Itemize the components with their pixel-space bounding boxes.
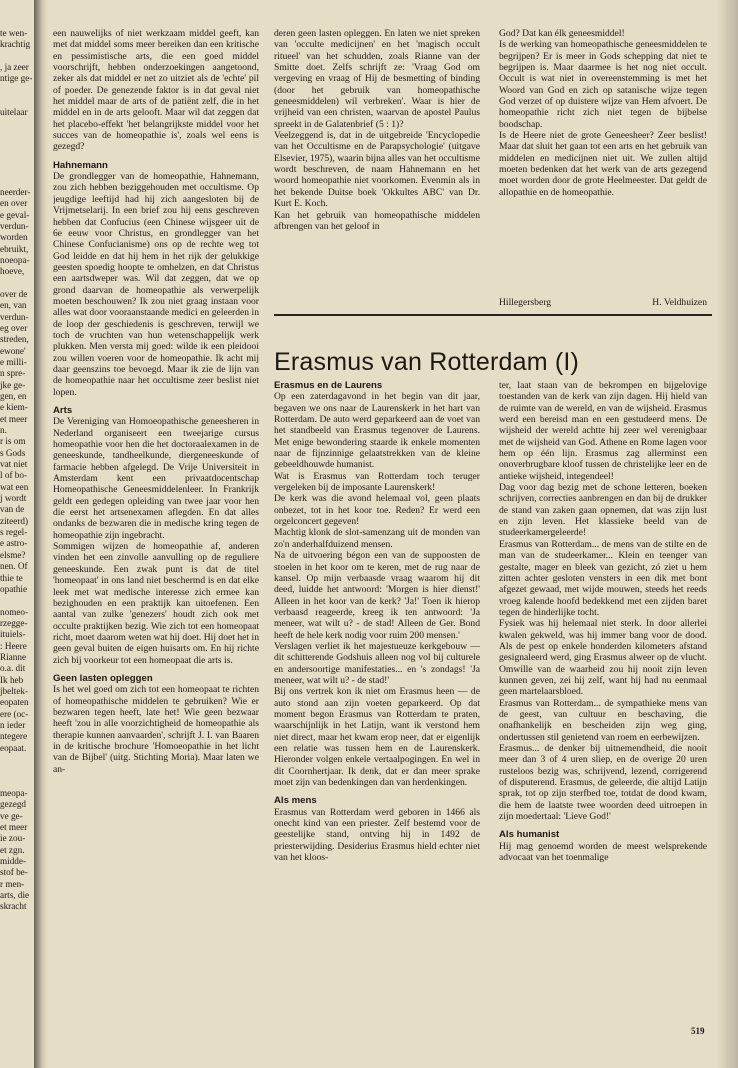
paragraph: e milli- — [0, 356, 27, 367]
paragraph: arts, die — [0, 890, 30, 901]
paragraph — [0, 765, 32, 776]
paragraph: Erasmus... de denker bij uitnemendheid, die nooit meer dan 3 of 4 uren sliep, en de overige 20 uren rusteloos bezig was, schrijvend, lezend, corrigerend of disputerend. Erasmus, de geleerde, die altijd Latijn sprak, tot op zijn sterfbed toe, totdat de dood kwam, die hem de laatste twee woorden deed uitroepen in zijn moedertaal: 'Lieve God!' — [499, 743, 707, 823]
paragraph: elsme? — [0, 549, 26, 560]
paragraph: gen, en — [0, 391, 27, 401]
paragraph: s Gods — [0, 447, 26, 458]
hahnemann-text — [53, 171, 259, 398]
paragraph: ziteerd) — [0, 515, 29, 526]
col-a-text — [53, 28, 259, 153]
als-mens-text — [274, 807, 480, 864]
paragraph: ntegere — [0, 731, 28, 742]
geen-lasten-text — [53, 684, 259, 775]
paragraph: deren geen lasten opleggen. En laten we niet spreken van 'occulte medicijnen' en het 'magisch occult ritueel' van het schudden, zoals Rianne van der Smitte doet. Zelfs schrijft ze: 'Vraag God om vergeving en vraag of Hij de besmetting of binding (door het gebruik van homeopathische geneesmiddelen) wil verbreken'. Waar is hier de vrijheid van een christen, waarvan de apostel Paulus spreekt in de Galatenbrief (5 : 1)? — [274, 28, 480, 130]
paragraph: en, van — [0, 300, 27, 311]
paragraph: God? Dat kan élk geneesmiddel! — [499, 28, 625, 39]
paragraph: et meer — [0, 822, 28, 833]
paragraph: jbeltek- — [0, 685, 29, 696]
paragraph — [0, 595, 32, 606]
paragraph — [0, 96, 32, 107]
paragraph — [0, 153, 32, 164]
paragraph: et meer — [0, 413, 28, 424]
paragraph — [0, 777, 32, 788]
paragraph: ntige ge- — [0, 73, 32, 84]
humanist-text — [499, 841, 707, 864]
paragraph: o.a. dit — [0, 663, 26, 674]
paragraph: vat niet — [0, 459, 28, 470]
paragraph: en over — [0, 198, 28, 209]
paragraph: eopaat. — [0, 742, 27, 753]
paragraph: ituiels- — [0, 629, 26, 640]
paragraph: Dag voor dag bezig met de schone letteren, boeken schrijven, correcties aanbrengen en dan bij de drukker de stand van zaken gaan opnemen, dat was zijn lust en zijn leven. Het klassieke beeld van de studeerkamergeleerde! — [499, 482, 707, 539]
paragraph: verdun- — [0, 220, 29, 231]
paragraph: midde- — [0, 856, 27, 867]
paragraph: neerder- — [0, 186, 31, 197]
paragraph: ie zou- — [0, 833, 26, 844]
heading-hahnemann: Hahnemann — [53, 159, 108, 171]
paragraph: Sommigen wijzen de homeopathie af, anderen vinden het een zinvolle aanvulling op de reguliere geneeskunde. Een zwak punt is dat de titel 'homeopaat' in ons land niet beschermd is en dat elke leek met wat medische interesse zich ermee kan bezighouden en een praktijk kan uitoefenen. Een aantal van zulke 'genezers' houdt zich ook met occulte praktijken bezig. Wie zich tot een homeopaat richt, moet daarom weten wat hij doet. Hij doet het in geen geval buiten de eigen huisarts om. En hij richte zich bij voorkeur tot een homeopaat die arts is. — [53, 541, 259, 666]
paragraph — [0, 164, 32, 175]
paragraph: jke ge- — [0, 379, 26, 390]
paragraph: j wordt — [0, 493, 27, 504]
column-b — [274, 28, 480, 303]
paragraph: verdun- — [0, 311, 29, 322]
paragraph: Erasmus van Rotterdam... de sympathieke mens van de geest, van cultuur en beschaving, die onafhankelijk en bescheiden zijn weg ging, ondertussen stil genietend van roem en eerbewijzen. — [499, 697, 707, 743]
page-number: 519 — [691, 1026, 705, 1036]
column-a — [53, 28, 259, 1043]
heading-als-humanist: Als humanist — [499, 829, 560, 841]
arts-text — [53, 416, 259, 666]
paragraph — [0, 51, 32, 62]
paragraph: van de — [0, 504, 25, 515]
paragraph: rzegge- — [0, 617, 28, 628]
paragraph: e kiem- — [0, 402, 28, 413]
paragraph: wat een — [0, 481, 29, 492]
paragraph: n. — [0, 425, 7, 436]
paragraph: Kan het gebruik van homeopathische middelen afbrengen van het geloof in — [274, 209, 480, 232]
paragraph: Fysiek was hij helemaal niet sterk. In door allerlei kwalen gekweld, was hij immer bang voor de dood. Als de pest op enkele honderden kilometers afstand gesignaleerd werd, ging Erasmus alweer op de vlucht. Omwille van de waarheid zou hij nooit zijn leven kunnen geven, zei hij zelf, want hij had nu eenmaal geen martelaarsbloed. — [499, 618, 707, 698]
paragraph: meopa- — [0, 788, 28, 799]
paragraph: worden — [0, 232, 28, 243]
col-c-text — [499, 28, 707, 198]
paragraph: gezegd — [0, 799, 27, 810]
column-c — [499, 28, 707, 293]
paragraph: e astro- — [0, 538, 28, 549]
paragraph: eopaten — [0, 697, 29, 708]
paragraph: De kerk was die avond helemaal vol, geen plaats onbezet, tot in het koor toe. Reden? Er werd een orgelconcert gegeven! — [274, 493, 480, 528]
column-d — [274, 380, 480, 1025]
paragraph: nomeo- — [0, 606, 29, 617]
paragraph: s regel- — [0, 527, 28, 538]
paragraph: hoeve, — [0, 266, 25, 277]
paragraph: Na de uitvoering bégon een van de suppoosten de stoelen in het koor om te keren, met de rug naar de kansel. Op mijn verbaasde vraag waarom hij dit deed, luidde het antwoord: 'Morgen is hier dienst!' Alleen in het koor van de kerk? 'Ja!' Toen ik hierop verbaasd reageerde, kreeg ik ten antwoord: 'Ja meneer, wat wilt u? - de stad! Alleen de Ger. Bond heeft de hele kerk nodig voor ruim 200 mensen.' — [274, 550, 480, 641]
article-headline: Erasmus van Rotterdam (I) — [274, 348, 580, 376]
paragraph: ebruikt, — [0, 243, 29, 254]
paragraph: l of bo- — [0, 470, 28, 481]
signature-place: Hillegersberg — [499, 297, 552, 308]
paragraph: thie te — [0, 572, 23, 583]
paragraph: r men- — [0, 878, 25, 889]
paragraph: , ja zeer — [0, 62, 29, 73]
paragraph: Rianne — [0, 651, 27, 662]
paragraph: Hij mag genoemd worden de meest welsprekende advocaat van het toenmalige — [499, 840, 707, 864]
paragraph: noeopa- — [0, 254, 30, 265]
signature-author: H. Veldhuizen — [652, 297, 707, 308]
paragraph: streden, — [0, 334, 29, 345]
paragraph — [0, 119, 32, 130]
paragraph: De Vereniging van Homoeopathische geneesheren in Nederland organiseert een tweejarige cursus homeopathie voor hen die het doctoraalexamen in de geneeskunde, tandheelkunde, diergeneeskunde of farmacie hebben afgelegd. De Vrije Universiteit in Amsterdam kent een privaatdocentschap Homeopathische Geneesmiddelenleer. In Frankrijk geldt een gedegen opleiding van twee jaar voor hen die eerst het artsenexamen aflegden. En dat alles ondanks de bezwaren die in medische kring tegen de homeopathie zijn ingebracht. — [53, 416, 259, 541]
paragraph: Veelzeggend is, dat in de uitgebreide 'Encyclopedie van het Occultisme en de Parapsychologie' (uitgave Elsevier, 1975), waarin bijna alles van het occultisme wordt beschreven, de naam Hahnemann en het woord homeopathie niet voorkomen. Evenmin als in het bekende Duitse boek 'Okkultes ABC' van Dr. Kurt E. Koch. — [274, 130, 480, 210]
laurens-text — [274, 391, 480, 788]
paragraph: een nauwelijks of niet werkzaam middel geeft, kan met dat middel soms meer bereiken dan een kritische en pessimistische arts, die een goed middel voorschrijft, hebben onderzoekingen aangetoond, zeker als dat middel er net zo uitziet als de 'echte' pil of poeder. De genezende faktor is in dat geval niet het middel maar de arts of de patiënt zelf, die in het middel en in de arts gelooft. Maar wil dat zeggen dat het placebo-effekt 'het belangrijkste middel voor het succes van de homeopathie is', zoals wel eens is gezegd? — [53, 28, 259, 153]
paragraph: eg over — [0, 322, 28, 333]
previous-page-fragments — [0, 28, 32, 913]
paragraph: Bij ons vertrek kon ik niet om Erasmus heen — de auto stond aan zijn voeten geparkeerd. Op dat moment begon Erasmus van Rotterdam te praten, waarschijnlijk in het Latijn, want ik verstond hem niet direct, maar het kwam erop neer, dat er eigenlijk een relatie was tussen hem en de Laurenskerk. Hieronder volgen enkele vertaalpogingen. En wel in dit Coornhertjaar. Ik denk, dat er dan meer sprake moet zijn van bedenkingen dan van herdenkingen. — [274, 686, 480, 789]
paragraph: Op een zaterdagavond in het begin van dit jaar, begaven we ons naar de Laurenskerk in het hart van Rotterdam. De auto werd geparkeerd aan de voet van het standbeeld van Erasmus tegenover de Laurens. Met enige bewondering staarde ik enkele momenten naar de fijnzinnige gelaatstrekken van de kleine gebeeldhouwde humanist. — [274, 391, 480, 471]
paragraph: opathie — [0, 583, 28, 594]
paragraph: Erasmus van Rotterdam werd geboren in 1466 als onecht kind van een priester. Zelf bestemd voor de geestelijke stand, ontving hij in 1492 de priesterwijding. Desiderius Erasmus hield echter niet van het kloos- — [274, 806, 480, 864]
paragraph: e geval- — [0, 209, 30, 220]
paragraph: ve ge- — [0, 810, 23, 821]
paragraph: et zgn. — [0, 844, 25, 855]
paragraph: uitelaar — [0, 107, 28, 118]
col-e-text — [499, 380, 707, 822]
paragraph: krachtig — [0, 39, 31, 50]
col-b-text — [274, 28, 480, 232]
paragraph — [0, 85, 32, 96]
paragraph — [0, 754, 32, 765]
paragraph — [0, 278, 32, 289]
paragraph: Is de werking van homeopathische geneesmiddelen te begrijpen? Er is meer in Gods schepping dat niet te begrijpen is. Maar daarmee is het nog niet occult. Occult is wat niet in overeenstemming is met het Woord van God en zich op satanische wijze tegen God verzet of op duistere wijze van Hem afvoert. De homeopathie richt zich niet tegen de bijbelse boodschap. — [499, 39, 707, 130]
paragraph: over de — [0, 288, 28, 299]
paragraph: n spre- — [0, 368, 26, 379]
page-edge-shadow — [716, 0, 738, 1068]
paragraph: Is de Heere niet de grote Geneesheer? Zeer beslist! Maar dat sluit het gaan tot een arts en het gebruik van middelen en medicijnen niet uit. We zullen altijd moeten bedenken dat het werk van de arts gezegend moet worden door de grote Heelmeester. Dat geldt de allopathie en de homeopathie. — [499, 130, 707, 198]
paragraph: Machtig klonk de slot-samenzang uit de monden van zo'n anderhalfduizend mensen. — [274, 527, 480, 550]
heading-erasmus-laurens: Erasmus en de Laurens — [274, 380, 383, 391]
spine-shadow — [34, 0, 48, 1068]
paragraph: De grondlegger van de homeopathie, Hahnemann, zou zich hebben beziggehouden met occultisme. Op jeugdige leeftijd had hij zich aangesloten bij de Vrijmetselarij. In een brief zou hij eens geschreven hebben dat Confucius (een Chinese wijsgeer uit de 6e eeuw voor Christus, en grondlegger van het Chinese Confucianisme) ons op de rechte weg tot God leidde en dat hij hem in het rijk der gelukkige geesten spoedig hoopte te omhelzen, en dat Christus een aartsdweper was. Wil dat zeggen, dat we op grond daarvan de homeopathie als verwerpelijk moeten beschouwen? Ik zou niet graag instaan voor alles wat door vooraanstaande medici en geleerden in de loop der geschiedenis is geschreven, terwijl we toch de vruchten van hun wetenschappelijk werk plukken. Men versta mij goed: wilde ik een pleidooi zou willen voeren voor de homeopathie. Ik acht mij daar geenszins toe bevoegd. Maar ik zie de lijn van de homeopathie naar het occultisme zeer beslist niet lopen. — [53, 171, 259, 398]
paragraph: Verslagen verliet ik het majestueuze kerkgebouw — dit schitterende Godshuis alleen nog vol bij culturele en andersoortige manifestaties... en 's zondags! 'Ja meneer, wat wilt u? - de stad!' — [274, 640, 480, 686]
paragraph — [0, 141, 32, 152]
heading-als-mens: Als mens — [274, 795, 317, 807]
paragraph: stof be- — [0, 867, 28, 878]
heading-arts: Arts — [53, 405, 73, 416]
paragraph: ter, laat staan van de bekrompen en bijgelovige toestanden van de kerk van zijn dagen. Hij hield van de ruimte van de wereld, en van de wijsheid. Erasmus werd een bereisd man en een gestudeerd mens. De wijsheid der wereld achtte hij zeer wel verenigbaar met de wijsheid van God. Athene en Rome lagen voor hem op één lijn. Erasmus zag allerminst een onoverbrugbare kloof tussen de christelijke leer en de antieke wijsheid, integendeel! — [499, 380, 707, 482]
paragraph: Wat is Erasmus van Rotterdam toch teruger vergeleken bij de imposante Laurenskerk! — [274, 470, 480, 494]
paragraph: ere (oc- — [0, 708, 29, 719]
paragraph: ewone' — [0, 345, 26, 356]
paragraph: r is om — [0, 436, 26, 447]
paragraph: Is het wel goed om zich tot een homeopaat te richten of homeopathische middelen te gebruiken? Wie er bezwaren tegen heeft, late het! Wie geen bezwaar heeft 'zou in alle voorzichtigheid de homeopathie als therapie kunnen aanvaarden', schrijft J. I. van Baaren in de kritische brochure 'Homoeopathie in het licht van de Bijbel' (uitg. Stichting Moria). Maar laten we an- — [53, 684, 259, 775]
paragraph: n ieder — [0, 719, 26, 730]
paragraph: te wen- — [0, 28, 28, 38]
paragraph — [0, 175, 32, 186]
paragraph — [0, 130, 32, 141]
paragraph: Ik heb — [0, 674, 24, 685]
column-e — [499, 380, 707, 1025]
paragraph: nen. Of — [0, 561, 28, 572]
article-divider — [274, 314, 712, 316]
paragraph: skracht — [0, 901, 27, 912]
heading-geen-lasten: Geen lasten opleggen — [53, 672, 153, 684]
paragraph: Erasmus van Rotterdam... de mens van de stilte en de man van de studeerkamer... Klein en teenger van gestalte, mager en bleek van gezicht, zó ziet u hem zitten achter gesloten vensters in een dik met bont afgezet gewaad, met wijde mouwen, steeds het reeds vroeg kalende hoofd bedekkend met een zijden baret tegen de hinderlijke tocht. — [499, 538, 707, 618]
paragraph: : Heere — [0, 640, 27, 651]
